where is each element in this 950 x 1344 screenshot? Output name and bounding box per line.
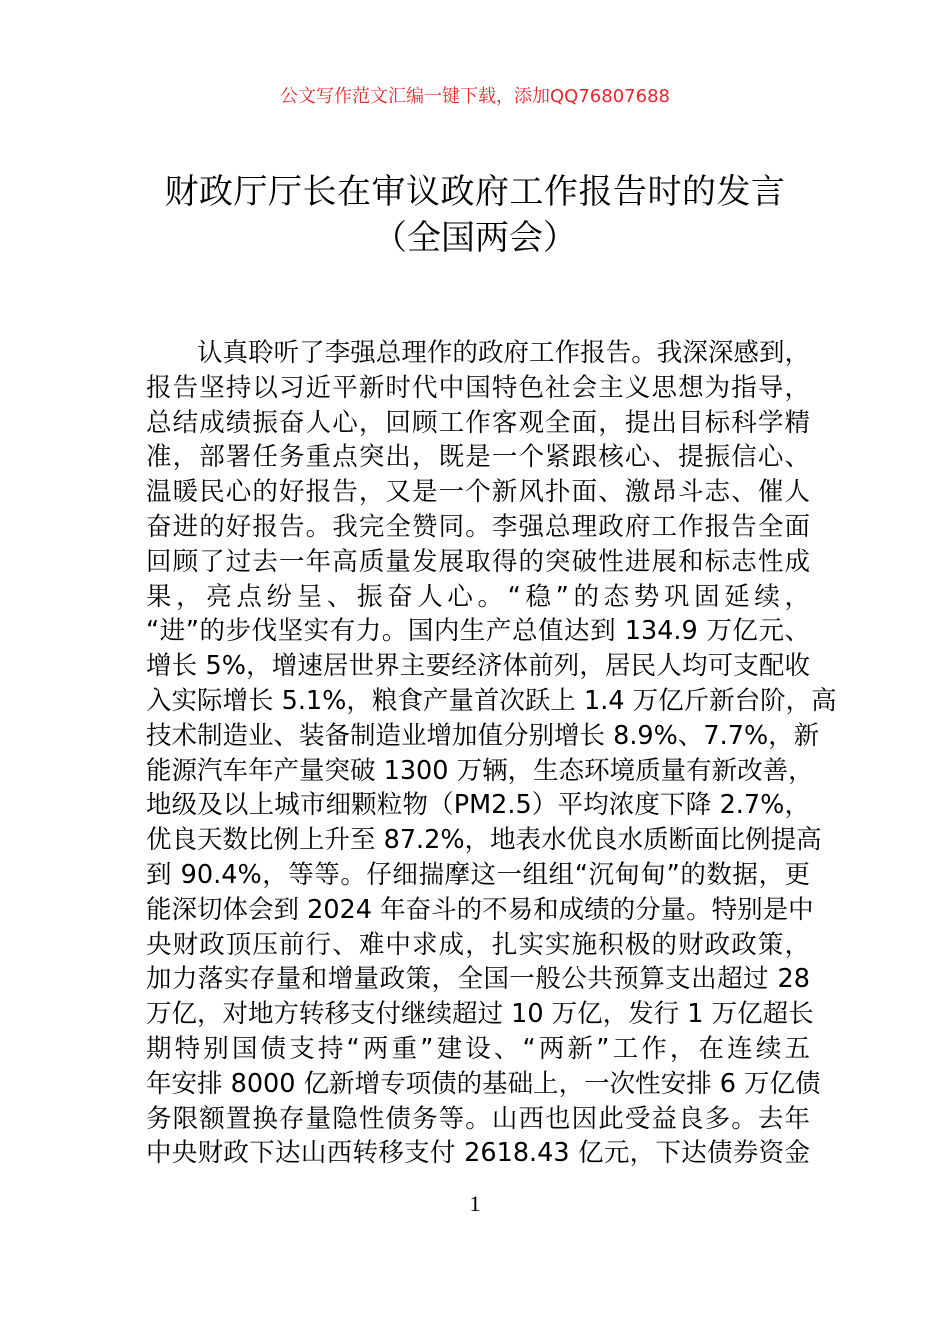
body-line: “进”的步伐坚实有力。国内生产总值达到 134.9 万亿元、 [146,616,810,647]
body-line: 年安排 8000 亿新增专项债的基础上，一次性安排 6 万亿债 [146,1068,821,1099]
download-banner: 公文写作范文汇编一键下载，添加QQ76807688 [280,86,670,107]
body-line: 期特别国债支持“两重”建设、“两新”工作，在连续五 [146,1033,810,1064]
body-line: 到 90.4%，等等。仔细揣摩这一组组“沉甸甸”的数据，更 [146,859,810,890]
document-title: 财政厅厅长在审议政府工作报告时的发言 [164,172,786,212]
body-line: 中央财政下达山西转移支付 2618.43 亿元，下达债券资金 [146,1138,810,1169]
body-line: 果，亮点纷呈、振奋人心。“稳”的态势巩固延续， [146,581,810,612]
document-subtitle: （全国两会） [373,218,577,258]
body-line: 万亿，对地方转移支付继续超过 10 万亿，发行 1 万亿超长 [146,999,814,1030]
body-line: 加力落实存量和增量政策，全国一般公共预算支出超过 28 [146,964,810,995]
body-line: 务限额置换存量隐性债务等。山西也因此受益良多。去年 [146,1103,810,1134]
body-line: 温暖民心的好报告，又是一个新风扑面、激昂斗志、催人 [146,477,810,508]
document-body [146,336,837,1171]
body-line: 优良天数比例上升至 87.2%，地表水优良水质断面比例提高 [146,825,822,856]
body-line: 技术制造业、装备制造业增加值分别增长 8.9%、7.7%，新 [146,720,820,751]
body-line: 增长 5%，增速居世界主要经济体前列，居民人均可支配收 [146,651,810,682]
body-line: 央财政顶压前行、难中求成，扎实实施积极的财政政策， [146,929,810,960]
body-line: 能深切体会到 2024 年奋斗的不易和成绩的分量。特别是中 [146,894,814,925]
body-line: 准，部署任务重点突出，既是一个紧跟核心、提振信心、 [146,442,810,473]
page-number: 1 [469,1191,481,1216]
body-line: 报告坚持以习近平新时代中国特色社会主义思想为指导， [146,372,810,403]
body-line: 认真聆听了李强总理作的政府工作报告。我深深感到， [197,338,810,368]
body-line: 回顾了过去一年高质量发展取得的突破性进展和标志性成 [146,546,810,577]
body-line: 总结成绩振奋人心，回顾工作客观全面，提出目标科学精 [146,407,810,438]
body-line: 入实际增长 5.1%，粮食产量首次跃上 1.4 万亿斤新台阶，高 [146,685,837,716]
body-line: 地级及以上城市细颗粒物（PM2.5）平均浓度下降 2.7%， [146,790,810,821]
body-line: 能源汽车年产量突破 1300 万辆，生态环境质量有新改善， [146,755,814,786]
body-line: 奋进的好报告。我完全赞同。李强总理政府工作报告全面 [146,511,810,542]
